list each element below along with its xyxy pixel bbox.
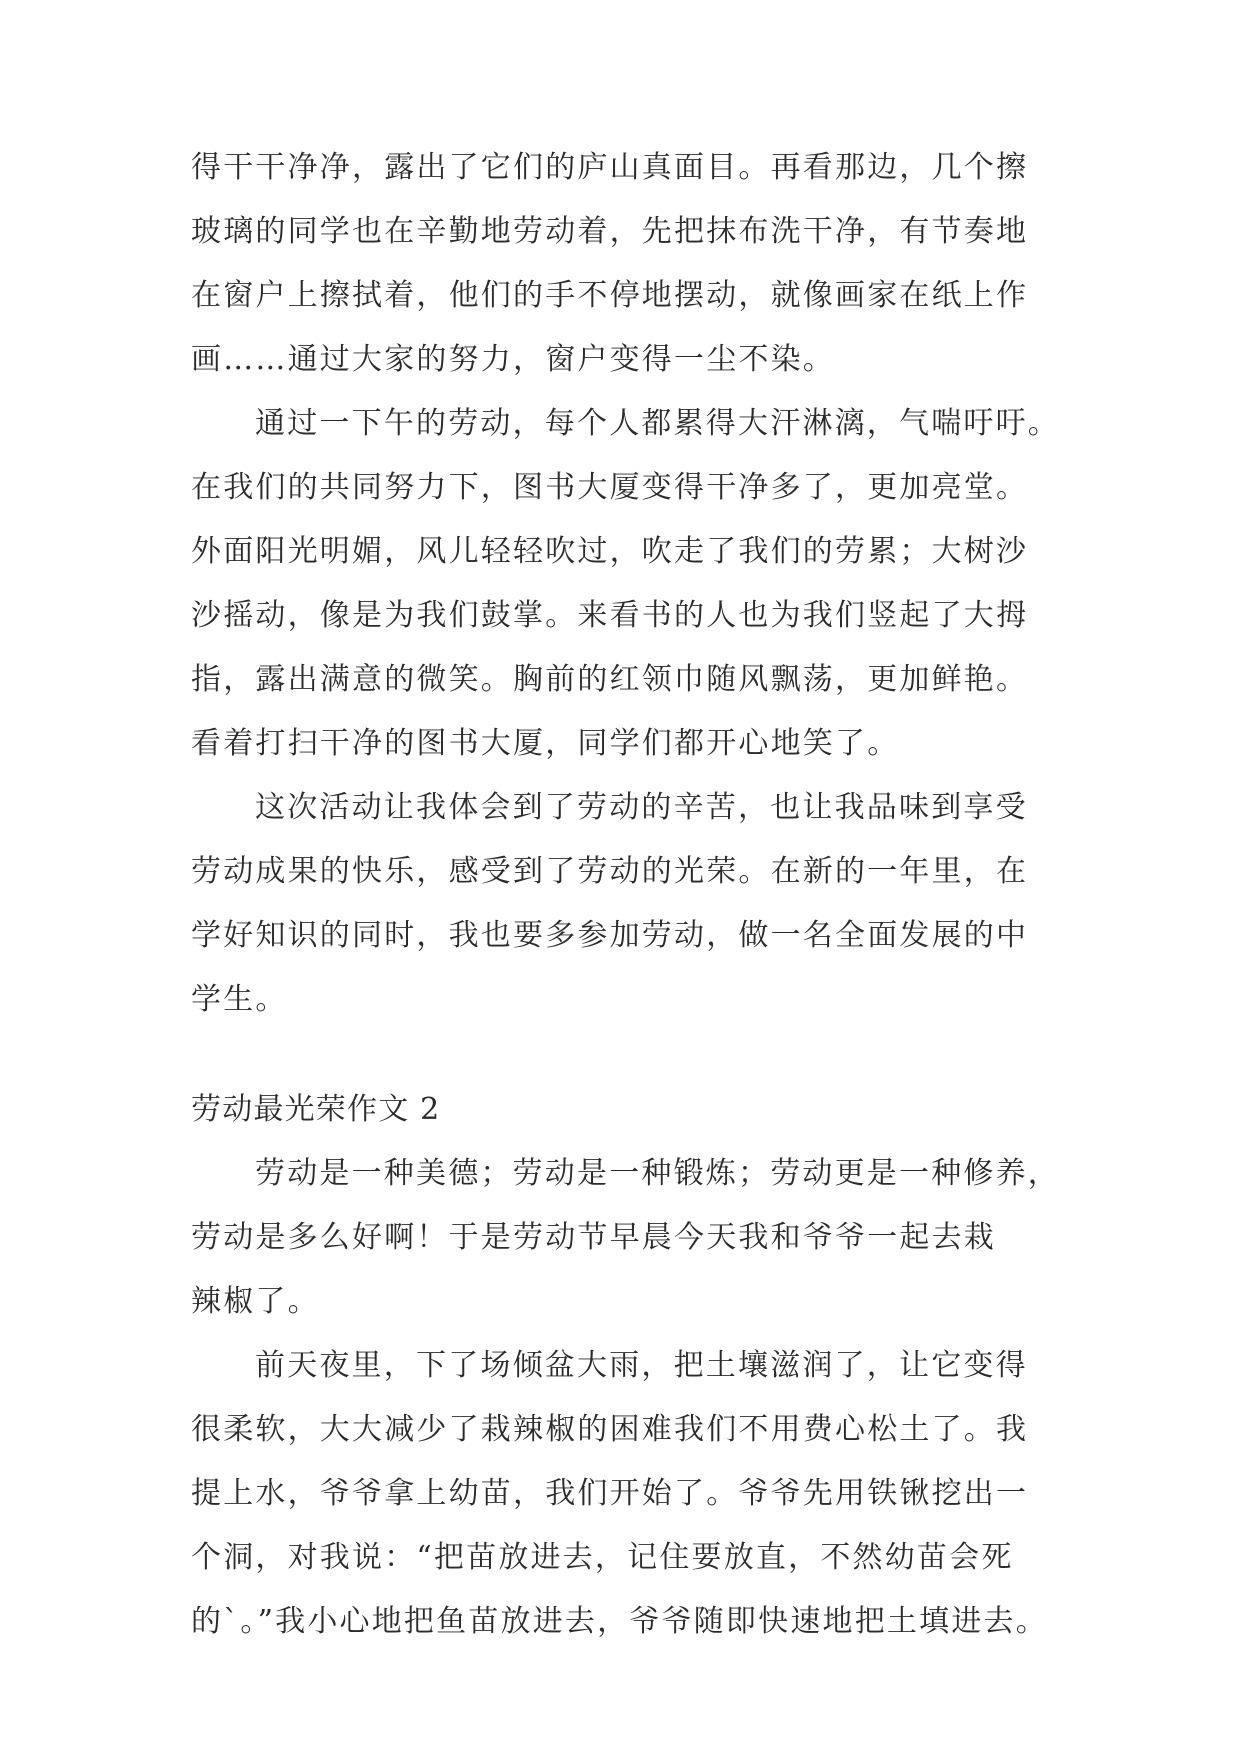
text-line: 劳动是多么好啊！于是劳动节早晨今天我和爷爷一起去栽 <box>191 1220 996 1255</box>
text-line: 在我们的共同努力下，图书大厦变得干净多了，更加亮堂。 <box>191 470 1029 505</box>
text-line: 提上水，爷爷拿上幼苗，我们开始了。爷爷先用铁锹挖出一 <box>191 1476 1029 1511</box>
text-line: 通过一下午的劳动，每个人都累得大汗淋漓，气喘吁吁。 <box>255 406 1060 441</box>
text-line: 画……通过大家的努力，窗户变得一尘不染。 <box>191 342 835 377</box>
text-line: 这次活动让我体会到了劳动的辛苦，也让我品味到享受 <box>255 790 1028 825</box>
text-line: 得干干净净，露出了它们的庐山真面目。再看那边，几个擦 <box>191 150 1029 185</box>
text-line: 在窗户上擦拭着，他们的手不停地摆动，就像画家在纸上作 <box>191 278 1029 313</box>
text-line: 沙摇动，像是为我们鼓掌。来看书的人也为我们竖起了大拇 <box>191 598 1029 633</box>
text-line: 看着打扫干净的图书大厦，同学们都开心地笑了。 <box>191 726 900 761</box>
text-line: 外面阳光明媚，风儿轻轻吹过，吹走了我们的劳累；大树沙 <box>191 534 1029 569</box>
text-line: 劳动是一种美德；劳动是一种锻炼；劳动更是一种修养， <box>255 1156 1060 1191</box>
text-line: 学生。 <box>191 982 288 1017</box>
text-line: 很柔软，大大减少了栽辣椒的困难我们不用费心松土了。我 <box>191 1412 1029 1447</box>
text-line: 前天夜里，下了场倾盆大雨，把土壤滋润了，让它变得 <box>255 1348 1028 1383</box>
text-line: 学好知识的同时，我也要多参加劳动，做一名全面发展的中 <box>191 918 1029 953</box>
text-line: 个洞，对我说：“把苗放进去，记住要放直，不然幼苗会死 <box>191 1540 1014 1575</box>
section-heading: 劳动最光荣作文 2 <box>191 1092 441 1127</box>
text-line: 玻璃的同学也在辛勤地劳动着，先把抹布洗干净，有节奏地 <box>191 214 1029 249</box>
text-line: 辣椒了。 <box>191 1284 320 1319</box>
text-line: 的`。”我小心地把鱼苗放进去，爷爷随即快速地把土填进去。 <box>191 1604 1048 1639</box>
text-line: 劳动成果的快乐，感受到了劳动的光荣。在新的一年里，在 <box>191 854 1029 889</box>
text-line: 指，露出满意的微笑。胸前的红领巾随风飘荡，更加鲜艳。 <box>191 662 1029 697</box>
